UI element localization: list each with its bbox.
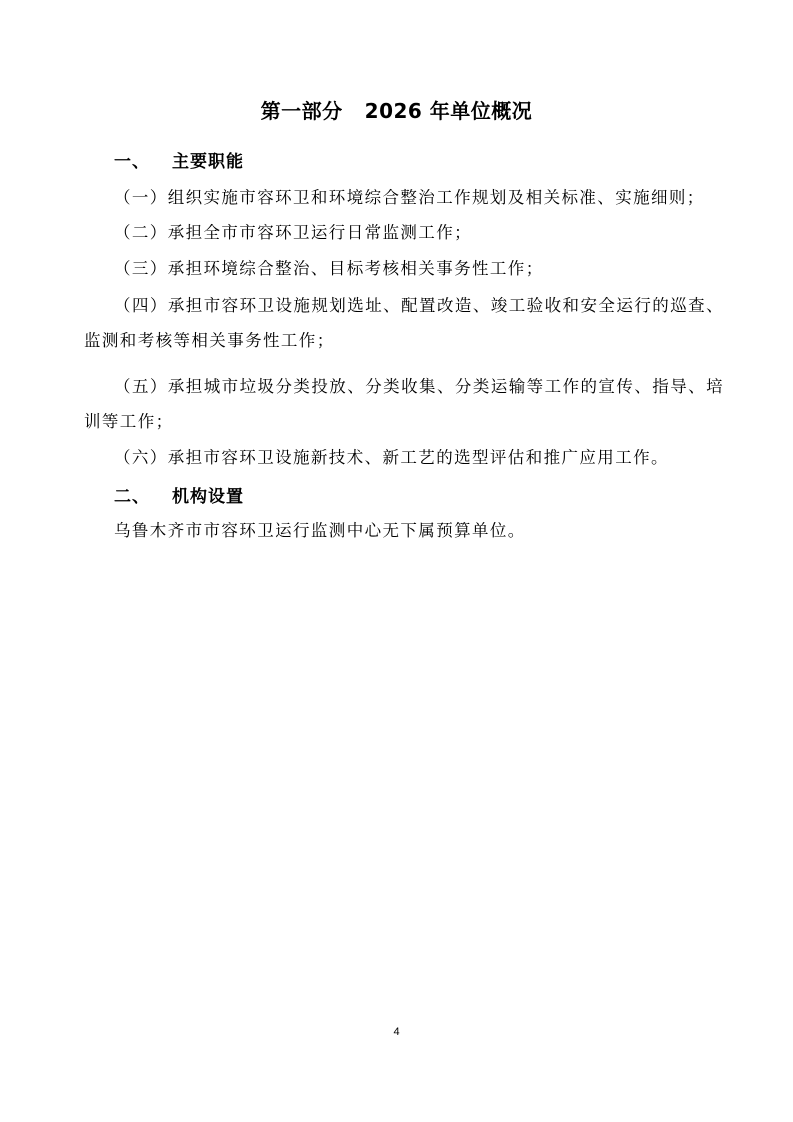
page-number: 4 (393, 1026, 400, 1038)
title-part: 第一部分 (260, 99, 343, 123)
section-heading-structure (114, 482, 244, 507)
function-item: （四）承担市容环卫设施规划选址、配置改造、竣工验收和安全运行的巡查、监测和考核等相关事务性工作； (84, 296, 724, 350)
function-item: （二）承担全市市容环卫运行日常监测工作； (114, 223, 472, 242)
title-text: 2026 年单位概况 (364, 99, 533, 123)
section-number: 一、 (114, 152, 150, 172)
section-title: 机构设置 (172, 487, 244, 507)
structure-text: 乌鲁木齐市市容环卫运行监测中心无下属预算单位。 (114, 521, 526, 540)
function-item: （三）承担环境综合整治、目标考核相关事务性工作； (114, 259, 544, 278)
function-item: （五）承担城市垃圾分类投放、分类收集、分类运输等工作的宣传、指导、培训等工作； (84, 377, 724, 431)
function-item: （六）承担市容环卫设施新技术、新工艺的选型评估和推广应用工作。 (114, 448, 669, 467)
section-heading-functions (114, 147, 244, 172)
function-item: （一）组织实施市容环卫和环境综合整治工作规划及相关标准、实施细则； (114, 188, 705, 207)
section-title: 主要职能 (172, 152, 244, 172)
page-title (0, 95, 793, 124)
section-number: 二、 (114, 487, 150, 507)
